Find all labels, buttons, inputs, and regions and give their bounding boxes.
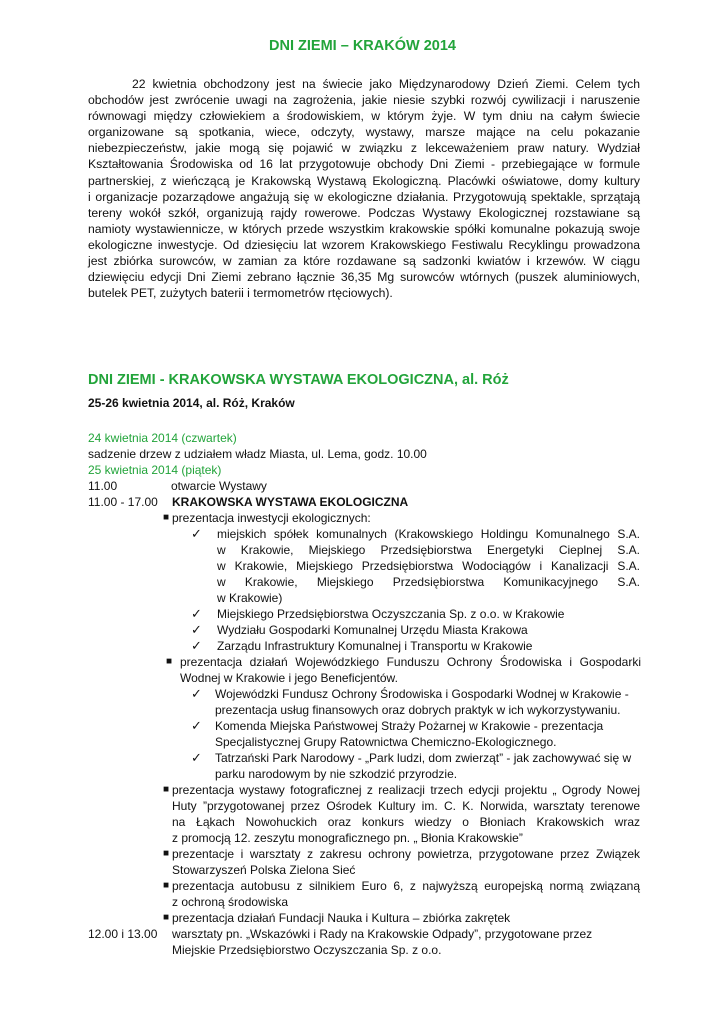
intro-line: ekologiczne inwestycje. Od dziesięciu lat wzorem Krakowskiego Festiwalu Recyklingu prowadzona: [88, 237, 640, 252]
intro-line: tereny wokół szkół, organizują rajdy rowerowe. Podczas Wystawy Ekologicznej rozstawiane są: [88, 205, 640, 220]
bullet-item-cont: [88, 814, 648, 830]
check-text: Wydziału Gospodarki Komunalnej Urzędu Miasta Krakowa: [217, 623, 528, 637]
check-item-cont: [88, 702, 648, 718]
bullet-text: z promocją 12. zeszytu monograficznego pn. „ Błonia Krakowskie”: [172, 831, 523, 845]
check-text: Tatrzański Park Narodowy - „Park ludzi, dom zwierząt” - jak zachowywać się w: [215, 751, 632, 765]
bullet-text: na Łąkach Nowohuckich oraz konkurs wiedzy o Błoniach Krakowskich wraz: [172, 815, 640, 829]
bullet-item-cont: [88, 798, 648, 814]
intro-line: i organizacje pozarządowe angażują się w ekologiczne działania. Przygotowują spektakle, sprzątają: [88, 189, 640, 204]
bullet-text: Wodnej w Krakowie i jego Beneficjentów.: [180, 671, 398, 685]
section-subtitle: 25-26 kwietnia 2014, al. Róż, Kraków: [88, 396, 295, 410]
intro-line: organizowane są spotkania, wiece, odczyty, wystawy, marsze mające na celu pokazanie: [88, 125, 640, 140]
event-text: KRAKOWSKA WYSTAWA EKOLOGICZNA: [172, 495, 409, 509]
check-item: [88, 750, 648, 766]
time-label: 11.00: [88, 479, 118, 493]
bullet-item: [88, 782, 648, 798]
schedule-row-cont: [88, 942, 648, 958]
bullet-text: prezentacja działań Fundacji Nauka i Kultura – zbiórka zakrętek: [172, 911, 511, 925]
check-item: [88, 622, 648, 638]
checkmark-icon: ✓: [191, 638, 202, 653]
bullet-item-cont: [88, 894, 648, 910]
square-bullet-icon: ■: [163, 848, 170, 859]
check-item-cont: [88, 766, 648, 782]
check-item-cont: [88, 590, 648, 606]
checkmark-icon: ✓: [191, 718, 202, 733]
page-title: DNI ZIEMI – KRAKÓW 2014: [269, 38, 456, 54]
bullet-text: prezentacja działań Wojewódzkiego Funduszu Ochrony Środowiska i Gospodarki: [180, 655, 641, 669]
square-bullet-icon: ■: [163, 880, 170, 891]
bullet-text: prezentacje i warsztaty z zakresu ochrony powietrza, przygotowane przez Związek: [172, 847, 640, 861]
check-item-cont: [88, 558, 648, 574]
checkmark-icon: ✓: [191, 606, 202, 621]
event-text: otwarcie Wystawy: [171, 479, 267, 493]
time-label: 12.00 i 13.00: [88, 927, 158, 941]
event-text: warsztaty pn. „Wskazówki i Rady na Krakowskie Odpady”, przygotowane przez: [172, 927, 593, 941]
checkmark-icon: ✓: [191, 622, 202, 637]
check-item: [88, 638, 648, 654]
bullet-item: [88, 654, 648, 670]
bullet-item-cont: [88, 670, 648, 686]
check-text: w Krakowie, Miejskiego Przedsiębiorstwa Energetyki Cieplnej S.A.: [217, 543, 640, 557]
day1-label: 24 kwietnia 2014 (czwartek): [88, 431, 237, 445]
check-item: [88, 718, 648, 734]
check-text: w Krakowie, Miejskiego Przedsiębiorstwa Wodociągów i Kanalizacji S.A.: [217, 559, 640, 573]
day1-event: sadzenie drzew z udziałem władz Miasta, ul. Lema, godz. 10.00: [88, 447, 427, 461]
bullet-text: prezentacja inwestycji ekologicznych:: [172, 511, 371, 525]
schedule-row: [88, 494, 648, 510]
bullet-text: Stowarzyszeń Polska Zielona Sieć: [172, 863, 356, 877]
intro-line: butelek PET, zużytych baterii i termometrów rtęciowych).: [88, 286, 393, 301]
bullet-item-cont: [88, 830, 648, 846]
intro-line: równowagi między człowiekiem a środowiskiem, w którym żyje. W tym dniu na całym świecie: [88, 109, 640, 124]
intro-line: partnerskiej, z wieńczącą je Krakowską Wystawą Ekologiczną. Placówki oświatowe, domy kultury: [88, 173, 640, 188]
check-text: Zarządu Infrastruktury Komunalnej i Transportu w Krakowie: [217, 639, 533, 653]
intro-line: niebezpieczeństw, jakie mogą się pojawić w związku z lekceważeniem praw natury. Wydział: [88, 141, 640, 156]
intro-line: 22 kwietnia obchodzony jest na świecie jako Międzynarodowy Dzień Ziemi. Celem tych: [132, 77, 640, 91]
time-label: 11.00 - 17.00: [88, 495, 158, 509]
checkmark-icon: ✓: [191, 526, 202, 541]
check-text: Specjalistycznej Grupy Ratownictwa Chemiczno-Ekologicznego.: [215, 735, 557, 749]
check-item: [88, 686, 648, 702]
checkmark-icon: ✓: [191, 686, 202, 701]
check-item-cont: [88, 542, 648, 558]
bullet-text: prezentacja wystawy fotograficznej z realizacji trzech edycji projektu „ Ogrody Nowej: [172, 783, 640, 797]
bullet-item: [88, 878, 648, 894]
check-text: w Krakowie): [217, 591, 283, 605]
schedule-row: [88, 926, 648, 942]
checkmark-icon: ✓: [191, 750, 202, 765]
intro-line: jest zbiórka surowców, w zamian za które rozdawane są sadzonki kwiatów i krzewów. W ciągu: [88, 254, 640, 269]
bullet-item: [88, 910, 648, 926]
intro-line: obchodów jest zwrócenie uwagi na zagrożenia, jakie niesie szybki rozwój cywilizacji i naruszenie: [88, 93, 640, 108]
schedule-row: [88, 478, 648, 494]
bullet-item: [88, 846, 648, 862]
bullet-text: z ochroną środowiska: [172, 895, 289, 909]
check-text: Komenda Miejska Państwowej Straży Pożarnej w Krakowie - prezentacja: [215, 719, 604, 733]
check-item: [88, 606, 648, 622]
schedule: [88, 430, 648, 958]
square-bullet-icon: ■: [163, 912, 170, 923]
intro-line: Kształtowania Środowiska od 16 lat przygotowuje obchody Dni Ziemi - przebiegające w formule: [88, 157, 640, 172]
check-item-cont: [88, 574, 648, 590]
check-text: Wojewódzki Fundusz Ochrony Środowiska i Gospodarki Wodnej w Krakowie -: [215, 687, 629, 701]
square-bullet-icon: ■: [163, 784, 170, 795]
section-title: DNI ZIEMI - KRAKOWSKA WYSTAWA EKOLOGICZNA, al. Róż: [88, 372, 509, 388]
bullet-item-cont: [88, 862, 648, 878]
check-text: w Krakowie, Miejskiego Przedsiębiorstwa Komunikacyjnego S.A.: [217, 575, 640, 589]
square-bullet-icon: ■: [166, 656, 173, 667]
event-text: Miejskie Przedsiębiorstwo Oczyszczania Sp. z o.o.: [172, 943, 442, 957]
check-text: parku narodowym by nie szkodzić przyrodzie.: [215, 767, 458, 781]
check-text: Miejskiego Przedsiębiorstwa Oczyszczania Sp. z o.o. w Krakowie: [217, 607, 565, 621]
square-bullet-icon: ■: [163, 512, 170, 523]
intro-paragraph: [88, 76, 640, 301]
intro-line: dziewięciu edycji Dni Ziemi zebrano łącznie 36,35 Mg surowców wtórnych (puszek aluminiowych,: [88, 270, 640, 285]
check-item-cont: [88, 734, 648, 750]
bullet-text: prezentacja autobusu z silnikiem Euro 6, z najwyższą europejską normą związaną: [172, 879, 640, 893]
bullet-item: [88, 510, 648, 526]
intro-line: namioty wystawiennicze, w których przede wszystkim krakowskie spółki komunalne pokazują swoje: [88, 221, 640, 236]
check-text: miejskich spółek komunalnych (Krakowskiego Holdingu Komunalnego S.A.: [217, 527, 640, 541]
check-item: [88, 526, 648, 542]
day2-label: 25 kwietnia 2014 (piątek): [88, 463, 222, 477]
check-text: prezentacja usług finansowych oraz dobrych praktyk w ich wykorzystywaniu.: [215, 703, 621, 717]
bullet-text: Huty ”przygotowanej przez Ośrodek Kultury im. C. K. Norwida, warsztaty terenowe: [172, 799, 640, 813]
